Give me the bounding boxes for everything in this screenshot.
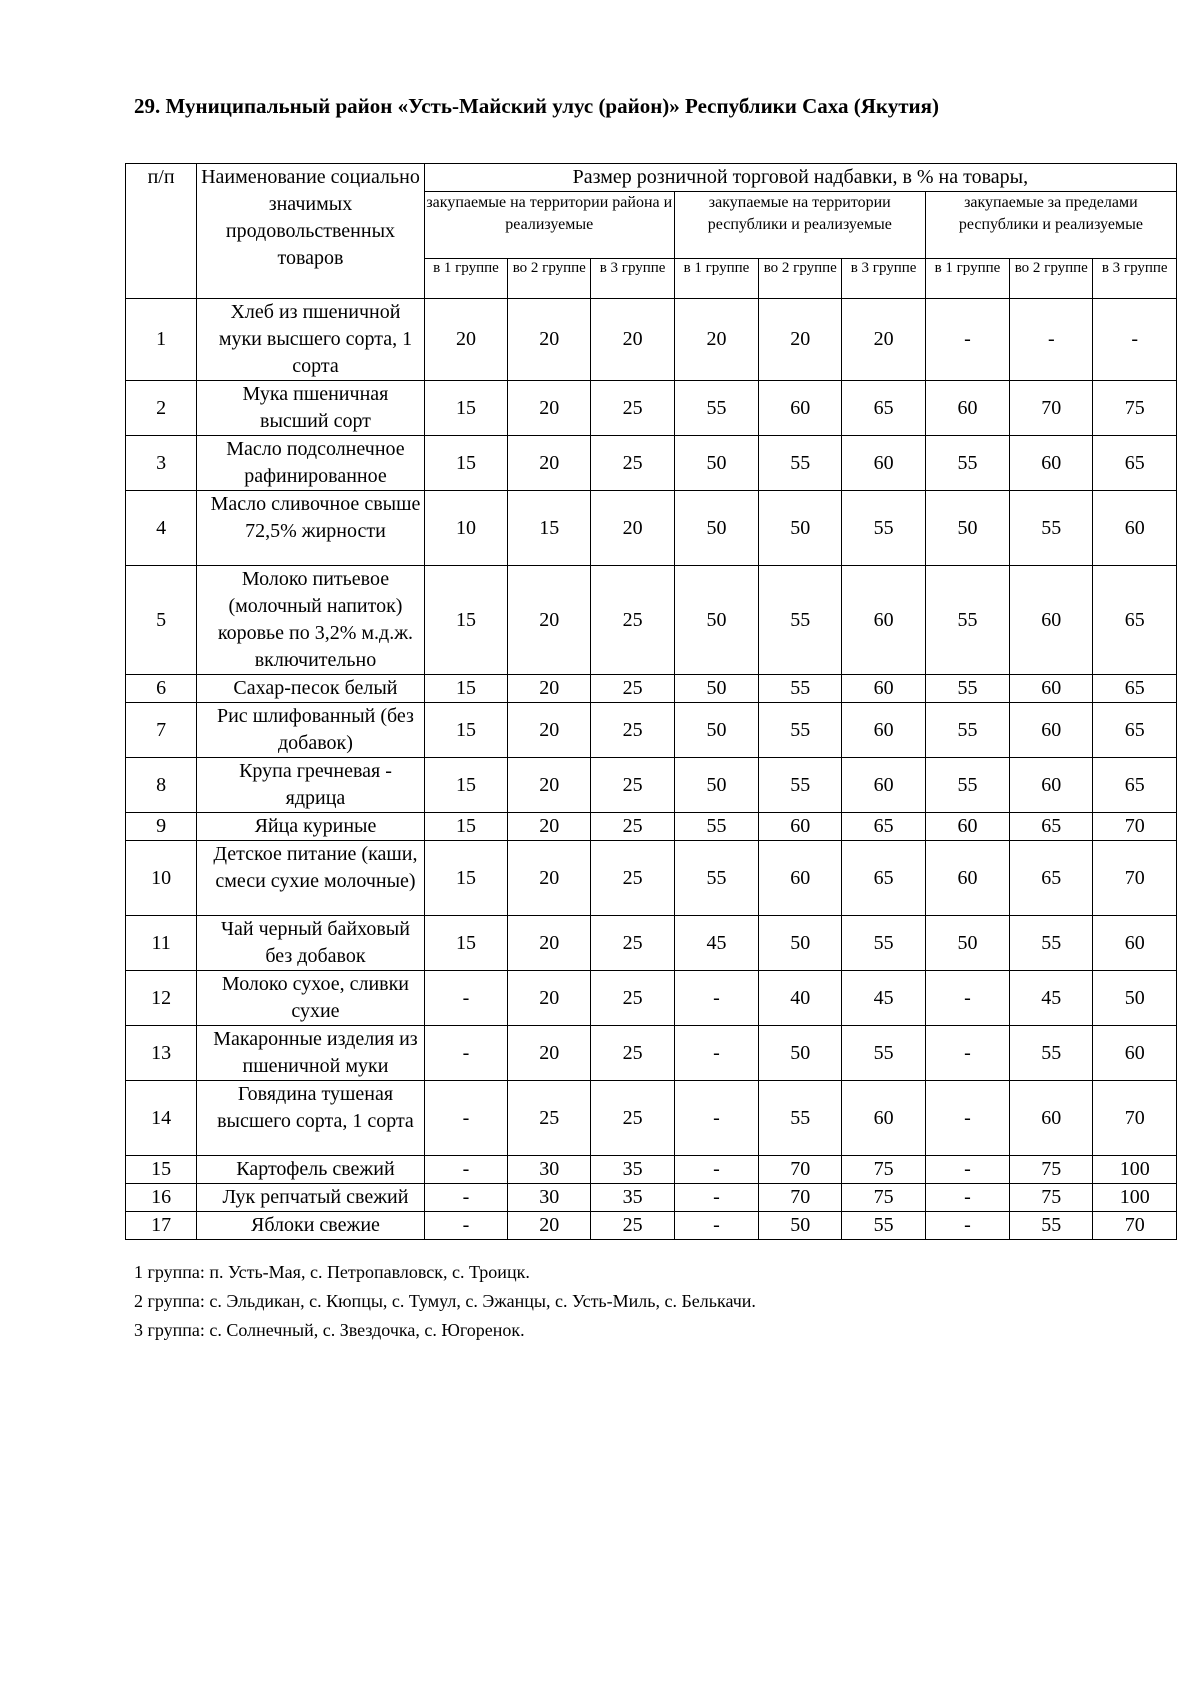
table-row — [126, 1212, 1177, 1240]
markup-value: 50 — [759, 1026, 842, 1081]
markup-value: 20 — [591, 299, 674, 381]
markup-value: 50 — [1093, 971, 1177, 1026]
markup-value: 25 — [591, 381, 674, 436]
markup-value: 20 — [508, 436, 591, 491]
markup-value: 25 — [591, 916, 674, 971]
markup-value: - — [1010, 299, 1093, 381]
row-number: 8 — [126, 758, 197, 813]
row-number: 6 — [126, 675, 197, 703]
markup-value: 10 — [424, 491, 507, 566]
markup-value: 55 — [842, 916, 925, 971]
markup-value: 50 — [759, 916, 842, 971]
markup-value: - — [424, 1184, 507, 1212]
markup-value: 30 — [508, 1184, 591, 1212]
markup-value: 50 — [759, 491, 842, 566]
markup-value: 70 — [759, 1184, 842, 1212]
table-row — [126, 381, 1177, 436]
markup-table — [125, 163, 1177, 1240]
markup-value: 50 — [674, 436, 758, 491]
markup-value: - — [674, 1184, 758, 1212]
markup-value: 55 — [759, 1081, 842, 1156]
product-name: Картофель свежий — [197, 1156, 425, 1184]
row-number: 12 — [126, 971, 197, 1026]
markup-value: 25 — [591, 703, 674, 758]
markup-value: 60 — [1010, 436, 1093, 491]
markup-value: 60 — [759, 813, 842, 841]
markup-value: 70 — [1093, 1212, 1177, 1240]
markup-value: 50 — [674, 703, 758, 758]
markup-value: 25 — [591, 1212, 674, 1240]
note-group-2: 2 группа: с. Эльдикан, с. Кюпцы, с. Тумул, с. Эжанцы, с. Усть-Миль, с. Белькачи. — [134, 1291, 756, 1311]
markup-value: 15 — [424, 841, 507, 916]
table-row — [126, 916, 1177, 971]
markup-value: 60 — [842, 758, 925, 813]
markup-value: 60 — [842, 436, 925, 491]
markup-value: 20 — [508, 813, 591, 841]
group-header: в 1 группе — [925, 259, 1009, 299]
markup-value: 35 — [591, 1184, 674, 1212]
row-number: 2 — [126, 381, 197, 436]
page-title: 29. Муниципальный район «Усть-Майский улус (район)» Республики Саха (Якутия) — [134, 94, 940, 118]
markup-value: 60 — [1010, 703, 1093, 758]
note-group-1: 1 группа: п. Усть-Мая, с. Петропавловск, с. Троицк. — [134, 1262, 530, 1282]
markup-value: 50 — [674, 675, 758, 703]
row-number: 9 — [126, 813, 197, 841]
markup-value: 70 — [1093, 1081, 1177, 1156]
product-name: Макаронные изделия из пшеничной муки — [197, 1026, 425, 1081]
table-row — [126, 299, 1177, 381]
group-header: во 2 группе — [1010, 259, 1093, 299]
group-header: во 2 группе — [508, 259, 591, 299]
markup-value: 20 — [508, 299, 591, 381]
table-row — [126, 436, 1177, 491]
markup-value: 55 — [842, 1212, 925, 1240]
markup-value: 20 — [508, 703, 591, 758]
product-name: Мука пшеничная высший сорт — [197, 381, 425, 436]
product-name: Масло подсолнечное рафинированное — [197, 436, 425, 491]
row-number: 4 — [126, 491, 197, 566]
markup-value: 55 — [925, 675, 1009, 703]
markup-value: 55 — [1010, 916, 1093, 971]
markup-value: 55 — [925, 703, 1009, 758]
markup-value: 25 — [591, 566, 674, 675]
markup-value: 20 — [508, 841, 591, 916]
markup-value: 65 — [1010, 841, 1093, 916]
subgroup-header-outside: закупаемые за пределами республики и реализуемые — [925, 192, 1176, 259]
markup-value: 20 — [508, 916, 591, 971]
row-number: 3 — [126, 436, 197, 491]
product-name: Яблоки свежие — [197, 1212, 425, 1240]
row-number: 17 — [126, 1212, 197, 1240]
markup-value: 55 — [1010, 1026, 1093, 1081]
markup-value: 20 — [508, 675, 591, 703]
markup-value: - — [674, 1081, 758, 1156]
markup-value: - — [1093, 299, 1177, 381]
markup-value: - — [925, 299, 1009, 381]
markup-value: 65 — [842, 381, 925, 436]
row-number: 16 — [126, 1184, 197, 1212]
markup-value: 60 — [1010, 758, 1093, 813]
markup-value: 60 — [1093, 916, 1177, 971]
markup-value: 20 — [508, 758, 591, 813]
markup-value: 55 — [842, 491, 925, 566]
markup-value: - — [925, 1026, 1009, 1081]
row-number: 14 — [126, 1081, 197, 1156]
markup-value: 25 — [591, 971, 674, 1026]
table-row — [126, 813, 1177, 841]
markup-value: 40 — [759, 971, 842, 1026]
product-name: Детское питание (каши, смеси сухие молочные) — [197, 841, 425, 916]
markup-value: - — [424, 1081, 507, 1156]
markup-value: 55 — [759, 566, 842, 675]
group-header: в 1 группе — [674, 259, 758, 299]
markup-value: 15 — [424, 675, 507, 703]
row-number: 11 — [126, 916, 197, 971]
markup-value: - — [925, 1212, 1009, 1240]
markup-value: 50 — [674, 758, 758, 813]
product-name: Лук репчатый свежий — [197, 1184, 425, 1212]
markup-value: 75 — [1093, 381, 1177, 436]
group-header: в 3 группе — [842, 259, 925, 299]
table-row — [126, 1184, 1177, 1212]
table-row — [126, 971, 1177, 1026]
markup-value: 20 — [508, 566, 591, 675]
table-row — [126, 675, 1177, 703]
table-row — [126, 491, 1177, 566]
table-row — [126, 1026, 1177, 1081]
col-header-markup: Размер розничной торговой надбавки, в % на товары, — [424, 164, 1176, 192]
markup-value: 75 — [1010, 1156, 1093, 1184]
markup-value: 70 — [759, 1156, 842, 1184]
markup-value: 45 — [1010, 971, 1093, 1026]
markup-value: - — [424, 1026, 507, 1081]
markup-value: 60 — [842, 1081, 925, 1156]
markup-value: - — [674, 1212, 758, 1240]
markup-value: 15 — [424, 381, 507, 436]
col-header-num: п/п — [126, 164, 197, 299]
product-name: Крупа гречневая - ядрица — [197, 758, 425, 813]
markup-value: 15 — [424, 758, 507, 813]
row-number: 7 — [126, 703, 197, 758]
product-name: Рис шлифованный (без добавок) — [197, 703, 425, 758]
markup-value: 60 — [925, 381, 1009, 436]
subgroup-header-republic: закупаемые на территории республики и реализуемые — [674, 192, 925, 259]
markup-value: 65 — [1093, 758, 1177, 813]
col-header-name: Наименование социально значимых продовольственных товаров — [197, 164, 425, 299]
markup-value: 75 — [842, 1156, 925, 1184]
markup-value: 50 — [674, 566, 758, 675]
markup-value: 15 — [424, 703, 507, 758]
markup-value: 65 — [1093, 675, 1177, 703]
markup-value: - — [424, 971, 507, 1026]
table-row — [126, 566, 1177, 675]
table-row — [126, 758, 1177, 813]
row-number: 5 — [126, 566, 197, 675]
markup-value: 60 — [1010, 566, 1093, 675]
markup-value: 55 — [674, 381, 758, 436]
markup-value: 45 — [674, 916, 758, 971]
markup-value: 20 — [508, 1212, 591, 1240]
markup-value: 25 — [591, 1026, 674, 1081]
markup-value: 65 — [1093, 566, 1177, 675]
markup-value: 65 — [1093, 703, 1177, 758]
markup-value: 55 — [759, 675, 842, 703]
markup-value: 60 — [1010, 1081, 1093, 1156]
group-header: в 1 группе — [424, 259, 507, 299]
markup-value: 55 — [925, 436, 1009, 491]
markup-value: 55 — [674, 841, 758, 916]
markup-value: 65 — [1093, 436, 1177, 491]
table-row — [126, 841, 1177, 916]
markup-value: 20 — [842, 299, 925, 381]
markup-value: 55 — [1010, 491, 1093, 566]
markup-value: - — [925, 1156, 1009, 1184]
markup-value: 65 — [842, 813, 925, 841]
markup-value: - — [674, 1026, 758, 1081]
markup-value: 65 — [1010, 813, 1093, 841]
markup-value: 25 — [591, 436, 674, 491]
markup-value: 45 — [842, 971, 925, 1026]
markup-value: 55 — [759, 703, 842, 758]
markup-value: 100 — [1093, 1184, 1177, 1212]
markup-value: 50 — [674, 491, 758, 566]
markup-value: 15 — [508, 491, 591, 566]
group-header: в 3 группе — [1093, 259, 1177, 299]
product-name: Молоко сухое, сливки сухие — [197, 971, 425, 1026]
markup-value: - — [424, 1212, 507, 1240]
table-row — [126, 1081, 1177, 1156]
markup-value: 25 — [591, 675, 674, 703]
markup-value: 50 — [925, 491, 1009, 566]
markup-value: 60 — [842, 675, 925, 703]
markup-value: 35 — [591, 1156, 674, 1184]
markup-value: 55 — [925, 566, 1009, 675]
table-row — [126, 1156, 1177, 1184]
markup-value: 30 — [508, 1156, 591, 1184]
markup-value: 70 — [1010, 381, 1093, 436]
markup-value: 55 — [674, 813, 758, 841]
markup-value: 25 — [591, 758, 674, 813]
markup-value: - — [674, 971, 758, 1026]
row-number: 13 — [126, 1026, 197, 1081]
markup-value: 60 — [925, 813, 1009, 841]
markup-value: 60 — [842, 703, 925, 758]
row-number: 10 — [126, 841, 197, 916]
markup-value: 20 — [674, 299, 758, 381]
markup-value: - — [925, 1184, 1009, 1212]
subgroup-header-district: закупаемые на территории района и реализуемые — [424, 192, 674, 259]
markup-value: 50 — [925, 916, 1009, 971]
markup-value: 55 — [842, 1026, 925, 1081]
markup-value: 25 — [591, 841, 674, 916]
markup-value: 25 — [508, 1081, 591, 1156]
markup-value: 15 — [424, 813, 507, 841]
markup-value: 70 — [1093, 813, 1177, 841]
row-number: 1 — [126, 299, 197, 381]
markup-value: 75 — [1010, 1184, 1093, 1212]
product-name: Хлеб из пшеничной муки высшего сорта, 1 сорта — [197, 299, 425, 381]
markup-value: 60 — [1093, 1026, 1177, 1081]
markup-value: 55 — [759, 758, 842, 813]
markup-value: 50 — [759, 1212, 842, 1240]
markup-value: - — [674, 1156, 758, 1184]
markup-value: 60 — [842, 566, 925, 675]
markup-value: 25 — [591, 1081, 674, 1156]
markup-value: 20 — [759, 299, 842, 381]
group-header: в 3 группе — [591, 259, 674, 299]
markup-value: 60 — [759, 841, 842, 916]
note-group-3: 3 группа: с. Солнечный, с. Звездочка, с. Югоренок. — [134, 1320, 525, 1340]
markup-value: 55 — [759, 436, 842, 491]
markup-value: 20 — [424, 299, 507, 381]
markup-value: 60 — [1093, 491, 1177, 566]
markup-value: - — [925, 1081, 1009, 1156]
markup-value: 15 — [424, 566, 507, 675]
markup-value: - — [925, 971, 1009, 1026]
group-notes — [134, 1258, 756, 1345]
product-name: Молоко питьевое (молочный напиток) коровье по 3,2% м.д.ж. включительно — [197, 566, 425, 675]
markup-value: 55 — [925, 758, 1009, 813]
markup-value: 55 — [1010, 1212, 1093, 1240]
product-name: Сахар-песок белый — [197, 675, 425, 703]
product-name: Чай черный байховый без добавок — [197, 916, 425, 971]
group-header: во 2 группе — [759, 259, 842, 299]
markup-value: 60 — [925, 841, 1009, 916]
markup-value: 70 — [1093, 841, 1177, 916]
table-row — [126, 703, 1177, 758]
product-name: Яйца куриные — [197, 813, 425, 841]
markup-value: 15 — [424, 436, 507, 491]
product-name: Говядина тушеная высшего сорта, 1 сорта — [197, 1081, 425, 1156]
markup-value: 20 — [508, 971, 591, 1026]
markup-value: 20 — [508, 1026, 591, 1081]
markup-value: 20 — [591, 491, 674, 566]
markup-value: 15 — [424, 916, 507, 971]
markup-value: 20 — [508, 381, 591, 436]
markup-value: 25 — [591, 813, 674, 841]
markup-value: 75 — [842, 1184, 925, 1212]
row-number: 15 — [126, 1156, 197, 1184]
markup-value: 60 — [1010, 675, 1093, 703]
markup-value: 100 — [1093, 1156, 1177, 1184]
markup-value: 60 — [759, 381, 842, 436]
markup-value: - — [424, 1156, 507, 1184]
product-name: Масло сливочное свыше 72,5% жирности — [197, 491, 425, 566]
markup-value: 65 — [842, 841, 925, 916]
